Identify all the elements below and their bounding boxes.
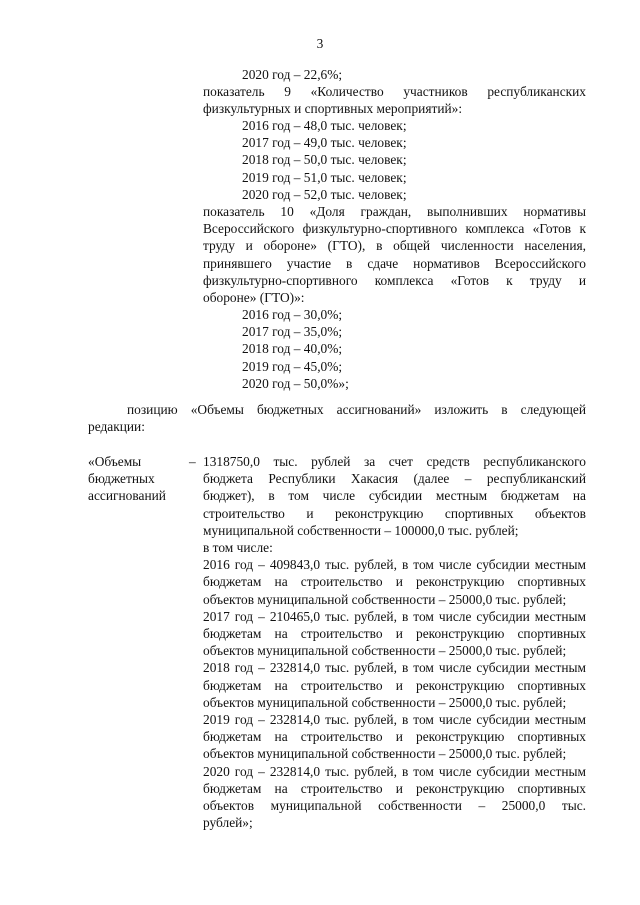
value-line: 2019 год – 51,0 тыс. человек; xyxy=(242,169,407,185)
position-line: бюджетам на строительство и реконструкцию спортивных xyxy=(203,626,586,642)
position-line: муниципальной собственности – 100000,0 тыс. рублей; xyxy=(203,522,519,538)
value-line: 2020 год – 50,0%»; xyxy=(242,375,349,391)
position-dash: – xyxy=(189,454,196,469)
position-line: бюджет), в том числе субсидии местным бюджетам на xyxy=(203,488,586,504)
position-line: бюджетам на строительство и реконструкцию спортивных xyxy=(203,574,586,590)
value-line: 2016 год – 30,0%; xyxy=(242,307,343,322)
indicator-10-line: принявшего участие в сдаче нормативов Всероссийского xyxy=(203,255,586,271)
value-line: 2020 год – 52,0 тыс. человек; xyxy=(242,186,407,202)
indicator-10 xyxy=(203,203,586,306)
value-line: 2016 год – 48,0 тыс. человек; xyxy=(242,118,407,133)
position-line: 2017 год – 210465,0 тыс. рублей, в том числе субсидии местным xyxy=(203,608,586,624)
instruction xyxy=(88,401,586,435)
value-line: 2017 год – 49,0 тыс. человек; xyxy=(242,135,407,151)
indicator-9-line: физкультурных и спортивных мероприятий»: xyxy=(203,101,463,117)
position-line: бюджетам на строительство и реконструкцию спортивных xyxy=(203,780,586,796)
position-line: объектов муниципальной собственности – 25000,0 тыс. рублей; xyxy=(203,694,567,710)
value-line: 2017 год – 35,0%; xyxy=(242,324,343,340)
label-line: ассигнований xyxy=(88,488,166,504)
label-line: бюджетных xyxy=(88,471,155,487)
value-line: 2018 год – 50,0 тыс. человек; xyxy=(242,152,407,168)
indicator-10-line: Всероссийского физкультурно-спортивного комплекса «Готов к xyxy=(203,221,586,237)
indicator-9-values xyxy=(242,117,407,203)
indicator-10-values xyxy=(242,306,349,392)
position-line: объектов муниципальной собственности – 25000,0 тыс. рублей; xyxy=(203,746,567,762)
position-line: строительство и реконструкцию спортивных объектов xyxy=(203,505,586,521)
position-line: 2016 год – 409843,0 тыс. рублей, в том числе субсидии местным xyxy=(203,557,586,573)
position-line: бюджетам на строительство и реконструкцию спортивных xyxy=(203,729,586,745)
indicator-10-line: физкультурно-спортивного комплекса «Готов к труду и xyxy=(203,272,586,288)
indicator-10-line: показатель 10 «Доля граждан, выполнивших нормативы xyxy=(203,204,586,219)
position-label xyxy=(88,453,166,505)
position-line: 2018 год – 232814,0 тыс. рублей, в том числе субсидии местным xyxy=(203,660,586,676)
position-text xyxy=(203,453,586,831)
value-line: 2018 год – 40,0%; xyxy=(242,341,343,357)
instruction-line: позицию «Объемы бюджетных ассигнований» изложить в следующей xyxy=(127,402,586,417)
page-number: 3 xyxy=(316,36,324,51)
position-line: 1318750,0 тыс. рублей за счет средств республиканского xyxy=(203,454,586,469)
position-line: бюджетам на строительство и реконструкцию спортивных xyxy=(203,677,586,693)
indicator-10-line: обороне» (ГТО)»: xyxy=(203,290,305,306)
position-line: бюджета Республики Хакасия (далее – республиканский xyxy=(203,471,586,487)
indicator-10-line: труду и обороне» (ГТО), в общей численности населения, xyxy=(203,238,586,254)
position-line: объектов муниципальной собственности – 25000,0 тыс. xyxy=(203,798,586,814)
position-line: 2019 год – 232814,0 тыс. рублей, в том числе субсидии местным xyxy=(203,712,586,728)
label-line: «Объемы xyxy=(88,454,142,469)
position-line: в том числе: xyxy=(203,540,273,556)
value-line: 2019 год – 45,0%; xyxy=(242,358,343,374)
position-line: 2020 год – 232814,0 тыс. рублей, в том числе субсидии местным xyxy=(203,763,586,779)
position-line: объектов муниципальной собственности – 25000,0 тыс. рублей; xyxy=(203,643,567,659)
indicator-9-line: показатель 9 «Количество участников республиканских xyxy=(203,84,586,99)
indicator-9 xyxy=(203,83,586,117)
line-2020-pct: 2020 год – 22,6%; xyxy=(242,67,343,82)
instruction-line: редакции: xyxy=(88,419,145,435)
position-line: объектов муниципальной собственности – 25000,0 тыс. рублей; xyxy=(203,591,567,607)
position-line: рублей»; xyxy=(203,815,253,831)
